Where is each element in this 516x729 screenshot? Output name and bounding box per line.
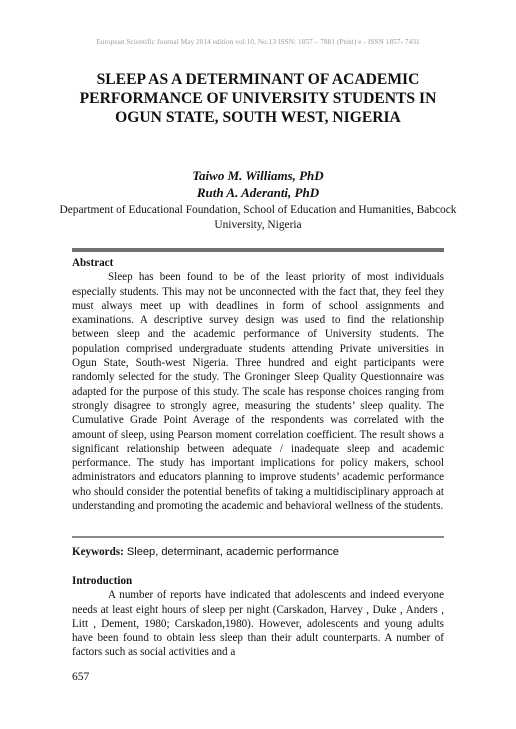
- introduction-heading: Introduction: [72, 575, 133, 587]
- author-list: [58, 167, 458, 201]
- page-number: 657: [72, 671, 90, 683]
- introduction-text: A number of reports have indicated that adolescents and indeed everyone needs at least eight hours of sleep per night (Carskadon, Harvey , Duke , Anders , Litt , Dement, 1980; Carskadon,1980). However, adolescents and young adults have been found to obtain less sleep than their adult counterparts. A number of factors such as social activities and a: [72, 589, 444, 659]
- running-header: European Scientific Journal May 2014 edition vol.10, No.13 ISSN: 1857 – 7881 (Print) e - ISSN 1857- 7431: [96, 38, 420, 46]
- author-name: Taiwo M. Williams, PhD: [192, 168, 324, 183]
- section-divider: [72, 248, 444, 252]
- section-divider: [72, 536, 444, 538]
- keywords-text: Sleep, determinant, academic performance: [123, 546, 339, 558]
- abstract-text: Sleep has been found to be of the least priority of most individuals especially students. This may not be unconnected with the fact that, they feel they must always meet up with deadlines in form of school assignments and examinations. A descriptive survey design was used to find the relationship between sleep and the academic performance of University students. The population comprised undergraduate students attending Private universities in Ogun State, South-west Nigeria. Three hundred and eight participants were randomly selected for the study. The Groninger Sleep Quality Questionnaire was adapted for the purpose of this study. The scale has response choices ranging from strongly disagree to strongly agree, measuring the students’ sleep quality. The Cumulative Grade Point Average of the respondents was correlated with the amount of sleep, using Pearson moment correlation coefficient. The result shows a significant relationship between adequate / inadequate sleep and academic performance. The study has important implications for policy makers, school administrators and educators planning to improve students’ academic performance who should consider the potential benefits of taking a multidisciplinary approach at understanding and promoting the academic and behavioral wellness of the students.: [72, 271, 444, 513]
- abstract-heading: Abstract: [72, 257, 114, 269]
- paper-title: SLEEP AS A DETERMINANT OF ACADEMIC PERFORMANCE OF UNIVERSITY STUDENTS IN OGUN STATE, SOUTH WEST, NIGERIA: [79, 71, 437, 126]
- introduction-section: [72, 574, 444, 660]
- abstract-section: [72, 256, 444, 513]
- keywords-label: Keywords:: [72, 546, 124, 558]
- keywords-line: [72, 545, 444, 559]
- author-name: Ruth A. Aderanti, PhD: [196, 185, 320, 200]
- author-affiliation: Department of Educational Foundation, School of Education and Humanities, Babcock University, Nigeria: [59, 204, 457, 231]
